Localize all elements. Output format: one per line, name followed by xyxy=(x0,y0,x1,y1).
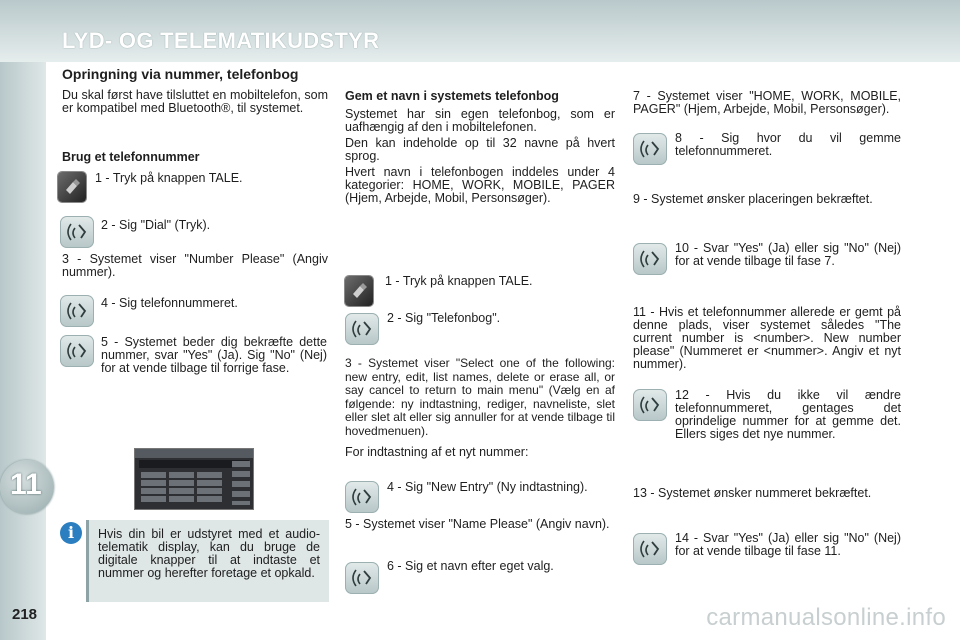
info-icon: i xyxy=(60,522,82,544)
c2-step-6: 6 - Sig et navn efter eget valg. xyxy=(387,559,554,573)
talk-button-icon xyxy=(58,172,86,202)
c3-step-13: 13 - Systemet ønsker nummeret bekræftet. xyxy=(633,486,872,500)
voice-command-icon xyxy=(633,133,667,165)
voice-command-icon xyxy=(345,313,379,345)
c3-step-10: 10 - Svar "Yes" (Ja) eller sig "No" (Nej) for at vende tilbage til fase 7. xyxy=(675,241,901,268)
section-title: Opringning via nummer, telefonbog xyxy=(62,66,299,82)
c2-step-1: 1 - Tryk på knappen TALE. xyxy=(385,274,533,288)
display-side-buttons xyxy=(232,461,250,505)
display-screenshot xyxy=(134,448,254,510)
c1-step-5: 5 - Systemet beder dig bekræfte dette nummer, svar "Yes" (Ja). Sig "No" (Nej) for at vende tilbage til forrige fase. xyxy=(101,335,327,375)
side-band xyxy=(0,62,46,640)
c2-para-2: Den kan indeholde op til 32 navne på hvert sprog. xyxy=(345,136,615,163)
display-keypad xyxy=(139,471,225,503)
c2-para-3: Hvert navn i telefonbogen inddeles under 4 kategorier: HOME, WORK, MOBILE, PAGER (Hjem, Arbejde, Mobil, Personsøger). xyxy=(345,165,615,205)
c2-para-1: Systemet har sin egen telefonbog, som er uafhængig af den i mobiltelefonen. xyxy=(345,107,615,134)
page-title: LYD- OG TELEMATIKUDSTYR xyxy=(62,28,380,53)
c1-step-4: 4 - Sig telefonnummeret. xyxy=(101,296,238,310)
c3-step-7: 7 - Systemet viser "HOME, WORK, MOBILE, PAGER" (Hjem, Arbejde, Mobil, Personsøger). xyxy=(633,89,901,116)
c3-step-9: 9 - Systemet ønsker placeringen bekræftet. xyxy=(633,192,873,206)
c2-step-5: 5 - Systemet viser "Name Please" (Angiv navn). xyxy=(345,517,610,531)
talk-button-icon xyxy=(345,276,373,306)
voice-command-icon xyxy=(60,295,94,327)
voice-command-icon xyxy=(345,562,379,594)
info-text: Hvis din bil er udstyret med et audio-telematik display, kan du bruge de digitale knapper til at indtaste et nummer og herefter foretage et opkald. xyxy=(98,527,320,580)
c3-step-14: 14 - Svar "Yes" (Ja) eller sig "No" (Nej) for at vende tilbage til fase 11. xyxy=(675,531,901,558)
heading-save-name: Gem et navn i systemets telefonbog xyxy=(345,89,559,103)
display-header xyxy=(135,449,253,458)
intro-text: Du skal først have tilsluttet en mobiltelefon, som er kompatibel med Bluetooth®, til systemet. xyxy=(62,88,328,115)
c2-step-4: 4 - Sig "New Entry" (Ny indtastning). xyxy=(387,480,588,494)
voice-command-icon xyxy=(633,389,667,421)
c1-step-3: 3 - Systemet viser "Number Please" (Angiv nummer). xyxy=(62,252,328,279)
c1-step-2: 2 - Sig "Dial" (Tryk). xyxy=(101,218,211,232)
voice-command-icon xyxy=(345,481,379,513)
voice-command-icon xyxy=(633,533,667,565)
c2-step-3: 3 - Systemet viser "Select one of the following: new entry, edit, list names, delete or erase all, or say cancel to return to main menu" (Vælg en af følgende: ny indtastning, rediger, navneliste, slet eller slet alt eller sig annuller for at vende tilbage til hovedmenuen). xyxy=(345,356,615,438)
chapter-badge xyxy=(0,460,54,514)
voice-command-icon xyxy=(60,216,94,248)
c2-step-2: 2 - Sig "Telefonbog". xyxy=(387,311,501,325)
chapter-number: 11 xyxy=(10,468,42,501)
c3-step-8: 8 - Sig hvor du vil gemme telefonnummeret. xyxy=(675,131,901,158)
c3-step-11: 11 - Hvis et telefonnummer allerede er gemt på denne plads, viser systemet således "The current number is <number>. New number please" (Nummeret er <nummer>. Angiv et nyt nummer). xyxy=(633,305,901,371)
c3-step-12: 12 - Hvis du ikke vil ændre telefonnummeret, gentages det oprindelige nummer for at gemme det. Ellers siges det nye nummer. xyxy=(675,388,901,441)
voice-command-icon xyxy=(60,335,94,367)
c1-step-1: 1 - Tryk på knappen TALE. xyxy=(95,171,243,185)
heading-use-number: Brug et telefonnummer xyxy=(62,150,200,164)
watermark: carmanualsonline.info xyxy=(706,604,946,631)
c2-para-4: For indtastning af et nyt nummer: xyxy=(345,445,529,459)
voice-command-icon xyxy=(633,243,667,275)
page-number: 218 xyxy=(12,606,38,623)
